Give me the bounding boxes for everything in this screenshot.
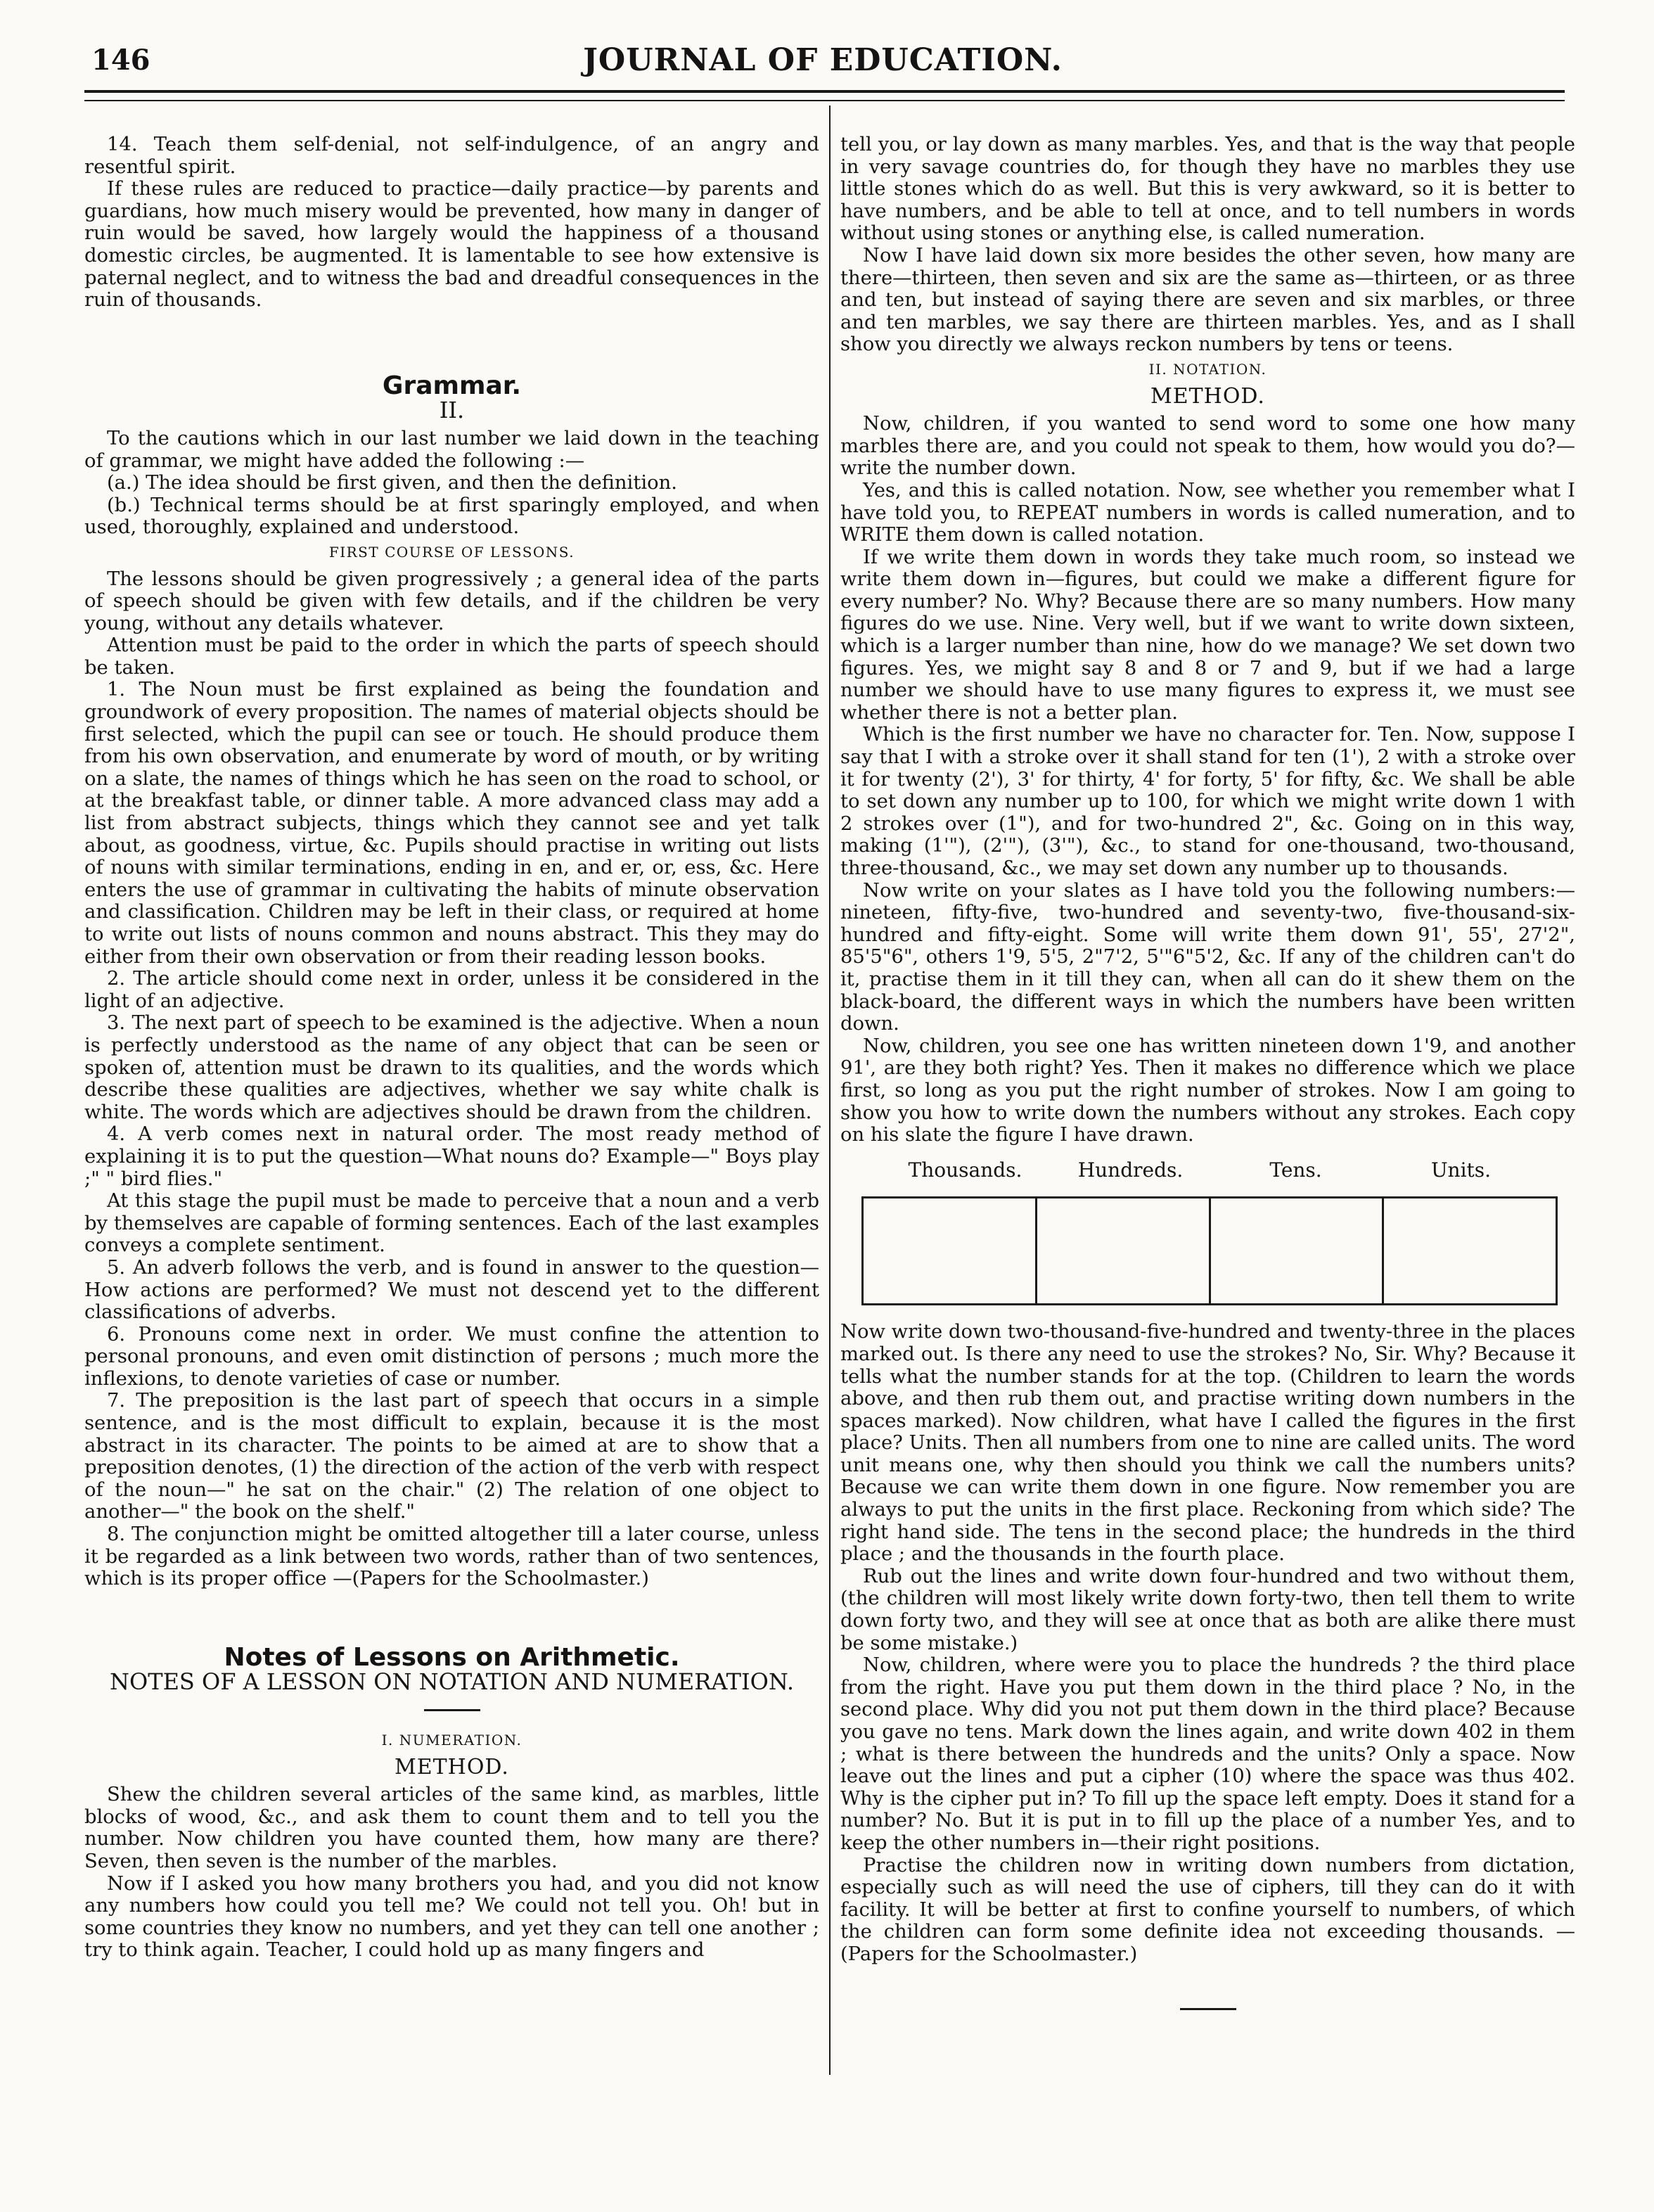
grid-cell: [1036, 1198, 1210, 1305]
paragraph: 6. Pronouns come next in order. We must confine the attention to personal pronouns, and even omit distinction of persons ; much more the inflexions, to denote varieties of case or number.: [84, 1323, 819, 1390]
paragraph: (a.) The idea should be first given, and then the definition.: [107, 472, 677, 494]
paragraph: Rub out the lines and write down four-hundred and two without them, (the children will most likely write down forty-two, then tell them to write down forty two, and they will see at once that as both are alike there must be some mistake.): [840, 1565, 1575, 1654]
first-course-heading: FIRST COURSE OF LESSONS.: [328, 543, 575, 561]
method-heading: METHOD.: [1150, 383, 1265, 409]
paragraph: (b.) Technical terms should be at first sparingly employed, and when used, thoroughly, explained and understood.: [84, 494, 819, 539]
arithmetic-subheading: NOTES OF A LESSON ON NOTATION AND NUMERATION.: [109, 1668, 795, 1696]
label-thousands: Thousands.: [908, 1158, 1022, 1182]
paragraph: 3. The next part of speech to be examined is the adjective. When a noun is perfectly understood as the name of any object that can be seen or spoken of, attention must be drawn to its qualities, and the words which describe these qualities are adjectives, whether we say white chalk is white. The words which are adjectives should be drawn from the children.: [84, 1012, 819, 1123]
column-divider: [829, 106, 831, 2075]
paragraph: Practise the children now in writing down numbers from dictation, especially such as will need the use of ciphers, till they can do it with facility. It will be better at first to confine yourself to numbers, of which the children can form some definite idea not exceeding thousands. —(Papers for the Schoolmaster.): [840, 1854, 1575, 1965]
right-column: [840, 134, 1575, 2028]
grid-cell: [863, 1198, 1037, 1305]
page-header: [84, 37, 1561, 79]
place-value-labels: [883, 1159, 1575, 1182]
numeration-heading: I. NUMERATION.: [381, 1732, 523, 1748]
label-hundreds: Hundreds.: [1077, 1158, 1184, 1182]
place-value-grid: [861, 1196, 1558, 1305]
method-heading: METHOD.: [395, 1754, 509, 1779]
grid-row: [863, 1198, 1557, 1305]
paragraph: Now, children, you see one has written nineteen down 1'9, and another 91', are they both right? Yes. Then it makes no difference which we place first, so long as you put the right number of strokes. Now I am going to show you how to write down the numbers without any strokes. Each copy on his slate the figure I have drawn.: [840, 1035, 1575, 1146]
label-tens: Tens.: [1269, 1158, 1322, 1182]
place-value-figure: [840, 1159, 1575, 1306]
paragraph: If we write them down in words they take much room, so instead we write them down in—figures, but could we make a different figure for every number? No. Why? Because there are so many numbers. How many figures do we use. Nine. Very well, but if we want to write down sixteen, which is a larger number than nine, how do we manage? We set down two figures. Yes, we might say 8 and 8 or 7 and 9, but if we had a large number we should have to use many figures to express it, we must see whether there is not a better plan.: [840, 546, 1575, 724]
paragraph: Which is the first number we have no character for. Ten. Now, suppose I say that I with a stroke over it shall stand for ten (1'), 2 with a stroke over it for twenty (2'), 3' for thirty, 4' for forty, 5' for fifty, &c. We shall be able to set down any number up to 100, for which we might write down 1 with 2 strokes over (1"), and for two-hundred 2", &c. Going on in this way, making (1'"), (2'"), (3'"), &c., to stand for one-thousand, two-thousand, three-thousand, &c., we may set down any number up to thousands.: [840, 724, 1575, 879]
paragraph: At this stage the pupil must be made to perceive that a noun and a verb by themselves are capable of forming sentences. Each of the last examples conveys a complete sentiment.: [84, 1190, 819, 1257]
paragraph: 8. The conjunction might be omitted altogether till a later course, unless it be regarded as a link between two words, rather than of two sentences, which is its proper office —(Papers for the Schoolmaster.): [84, 1523, 819, 1590]
paragraph: Now if I asked you how many brothers you had, and you did not know any numbers how could you tell me? We could not tell you. Oh! but in some countries they know no numbers, and yet they can tell one another ; try to think again. Teacher, I could hold up as many fingers and: [84, 1872, 819, 1962]
paragraph: 2. The article should come next in order, unless it be considered in the light of an adjective.: [84, 968, 819, 1012]
paragraph: Now write on your slates as I have told you the following numbers:—nineteen, fifty-five, two-hundred and seventy-two, five-thousand-six-hundred and fifty-eight. Some will write them down 91', 55', 27'2", 85'5"6", others 1'9, 5'5, 2"7'2, 5'"6"5'2, &c. If any of the children can't do it, practise them in it till they can, when all can do it shew them on the black-board, the different ways in which the numbers have been written down.: [840, 879, 1575, 1035]
paragraph: 1. The Noun must be first explained as being the foundation and groundwork of every proposition. The names of material objects should be first selected, which the pupil can see or touch. He should produce them from his own observation, and enumerate by word of mouth, or by writing on a slate, the names of things which he has seen on the road to school, or at the breakfast table, or dinner table. A more advanced class may add a list from abstract subjects, things which they cannot see and yet talk about, as goodness, virtue, &c. Pupils should practise in writing out lists of nouns with similar terminations, ending in en, and er, or, ess, &c. Here enters the use of grammar in cultivating the habits of minute observation and classification. Children may be left in their class, or required at home to write out lists of nouns common and nouns abstract. This they may do either from their own observation or from their reading lesson books.: [84, 679, 819, 968]
arithmetic-heading: Notes of Lessons on Arithmetic.: [224, 1642, 680, 1672]
paragraph: tell you, or lay down as many marbles. Yes, and that is the way that people in very savage countries do, for though they have no marbles they use little stones which do as well. But this is very awkward, so it is better to have numbers, and be able to tell at once, and to tell numbers in words without using stones or anything else, is called numeration.: [840, 134, 1575, 245]
paragraph: Now, children, where were you to place the hundreds ? the third place from the right. Have you put them down in the third place ? No, in the second place. Why did you not put them down in the third place? Because you gave no tens. Mark down the lines again, and write down 402 in them ; what is there between the hundreds and the units? Only a space. Now leave out the lines and put a cipher (10) where the space was thus 402. Why is the cipher put in? To fill up the space left empty. Does it stand for a number? No. But it is put in to fill up the place of a number Yes, and to keep the other numbers in—their right positions.: [840, 1654, 1575, 1854]
header-rule-thick: [84, 90, 1565, 93]
left-column: [84, 134, 819, 1962]
paragraph: Attention must be paid to the order in which the parts of speech should be taken.: [84, 634, 819, 679]
journal-title: JOURNAL OF EDUCATION.: [583, 42, 1063, 78]
paragraph: Now, children, if you wanted to send word to some one how many marbles there are, and you could not speak to them, how would you do?—write the number down.: [840, 413, 1575, 480]
end-rule: [1180, 2008, 1236, 2010]
paragraph: 5. An adverb follows the verb, and is found in answer to the question—How actions are performed? We must not descend yet to the different classifications of adverbs.: [84, 1256, 819, 1324]
paragraph: The lessons should be given progressively ; a general idea of the parts of speech should be given with few details, and if the children be very young, without any details whatever.: [84, 568, 819, 634]
grammar-heading: Grammar.: [382, 371, 522, 400]
paragraph: Shew the children several articles of the same kind, as marbles, little blocks of wood, &c., and ask them to count them and to tell you the number. Now children you have counted them, how many are there? Seven, then seven is the number of the marbles.: [84, 1784, 819, 1872]
paragraph: 4. A verb comes next in natural order. The most ready method of explaining it is to put the question—What nouns do? Example—" Boys play ;" " bird flies.": [84, 1123, 819, 1190]
grid-cell: [1210, 1198, 1383, 1305]
label-units: Units.: [1430, 1158, 1492, 1182]
grammar-number: II.: [439, 397, 465, 424]
paragraph: 14. Teach them self-denial, not self-indulgence, of an angry and resentful spirit.: [84, 134, 819, 178]
short-rule: [424, 1709, 480, 1711]
paragraph: Yes, and this is called notation. Now, see whether you remember what I have told you, to REPEAT numbers in words is called numeration, and to WRITE them down is called notation.: [840, 479, 1575, 546]
paragraph: If these rules are reduced to practice—daily practice—by parents and guardians, how much misery would be prevented, how many in danger of ruin would be saved, how largely would the happiness of a thousand domestic circles, be augmented. It is lamentable to see how extensive is paternal neglect, and to witness the bad and dreadful consequences in the ruin of thousands.: [84, 178, 819, 312]
header-rule-thin: [84, 100, 1565, 101]
paragraph: Now write down two-thousand-five-hundred and twenty-three in the places marked out. Is there any need to use the strokes? No, Sir. Why? Because it tells what the number stands for at the top. (Children to learn the words above, and then rub them out, and practise writing down numbers in the spaces marked). Now children, what have I called the figures in the first place? Units. Then all numbers from one to nine are called units. The word unit means one, why then should you think we call the numbers units? Because we can write them down in one figure. Now remember you are always to put the units in the first place. Reckoning from which side? The right hand side. The tens in the second place; the hundreds in the third place ; and the thousands in the fourth place.: [840, 1321, 1575, 1566]
paragraph: To the cautions which in our last number we laid down in the teaching of grammar, we might have added the following :—: [84, 427, 819, 472]
page-number: 146: [91, 44, 150, 77]
grid-cell: [1383, 1198, 1557, 1305]
paragraph: Now I have laid down six more besides the other seven, how many are there—thirteen, then seven and six are the same as—thirteen, or as three and ten, but instead of saying there are seven and six marbles, or three and ten marbles, we say there are thirteen marbles. Yes, and as I shall show you directly we always reckon numbers by tens or teens.: [840, 244, 1575, 356]
paragraph: 7. The preposition is the last part of speech that occurs in a simple sentence, and is the most difficult to explain, because it is the most abstract in its character. The points to be aimed at are to show that a preposition denotes, (1) the direction of the action of the verb with respect of the noun—" he sat on the chair." (2) The relation of one object to another—" the book on the shelf.": [84, 1390, 819, 1523]
notation-heading: II. NOTATION.: [1148, 360, 1267, 378]
